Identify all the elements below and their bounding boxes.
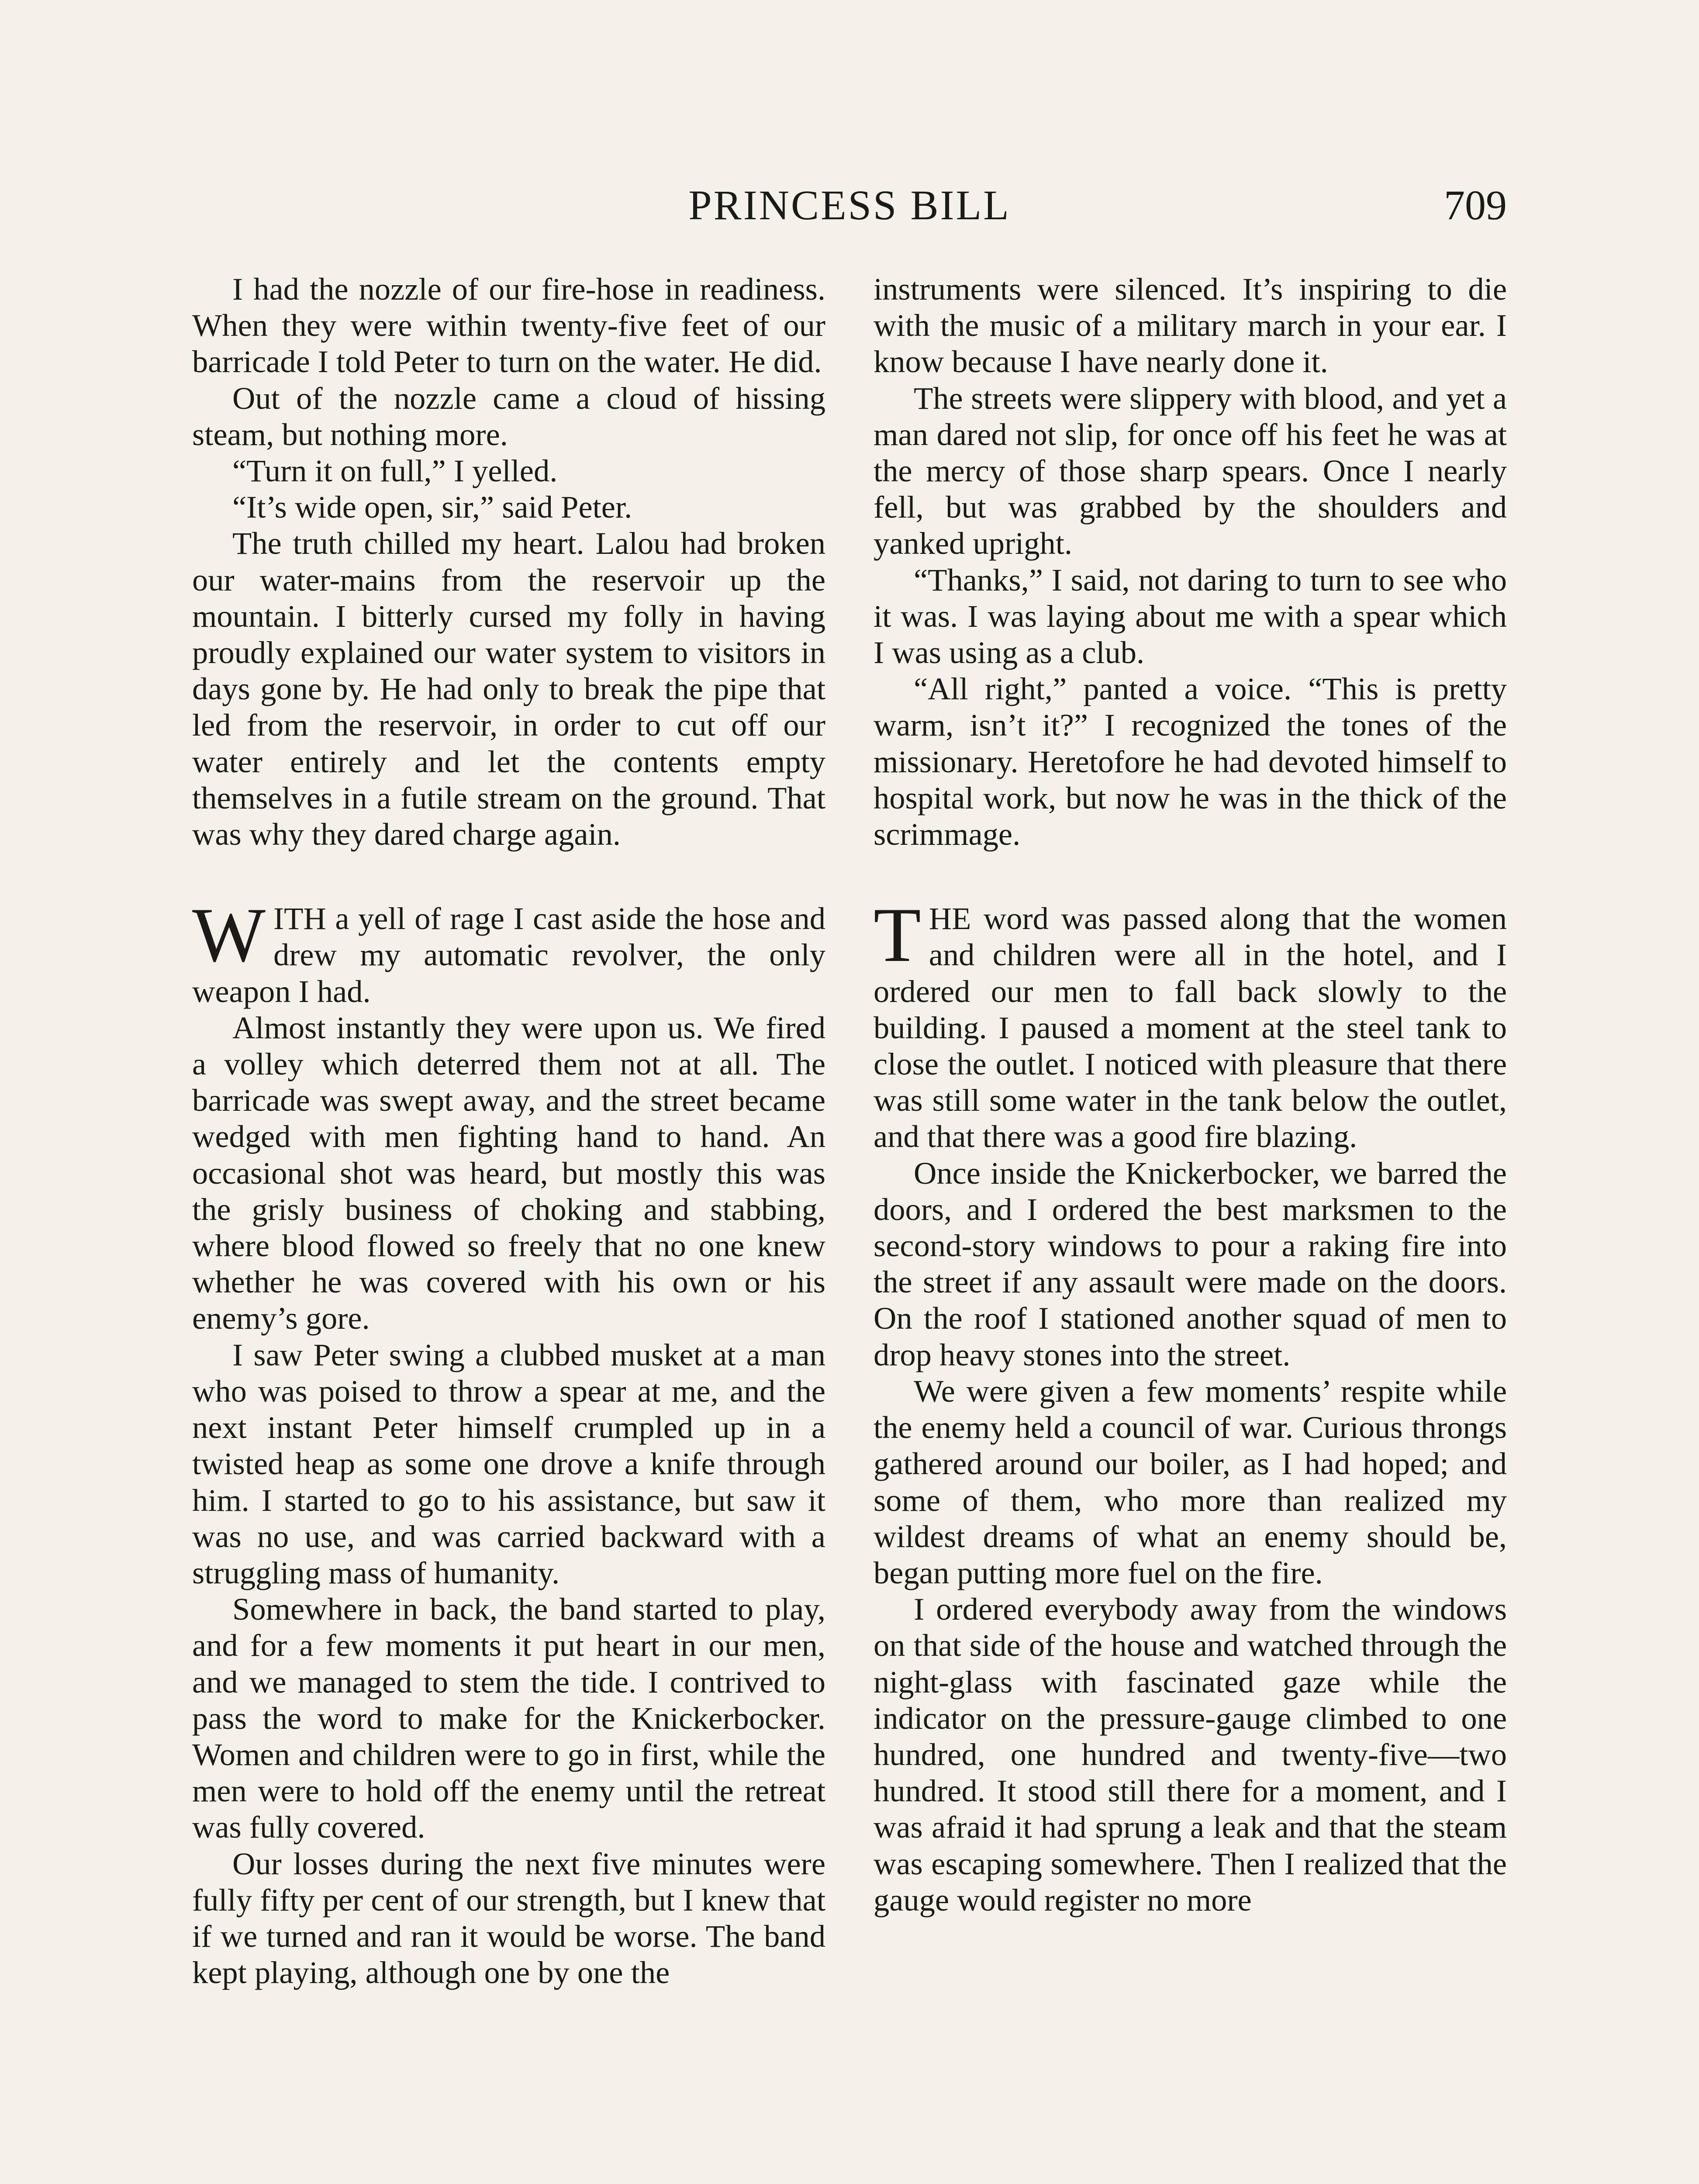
paragraph: “It’s wide open, sir,” said Peter. [232, 489, 632, 525]
drop-cap-initial: W [192, 892, 266, 978]
left-column [192, 271, 825, 1990]
section-opening-paragraph [192, 892, 825, 1009]
paragraph-text: HE word was passed along that the women and children were all in the hotel, and I ordered our men to fall back slowly to the building. I paused a moment at the steel tank to close the outlet. I noticed with pleasure that there was still some water in the tank below the outlet, and that there was a good fire blazing. [874, 901, 1507, 1154]
drop-cap-initial: T [874, 892, 921, 978]
paragraph: Once inside the Knickerbocker, we barred the doors, and I ordered the best marksmen to the second-story windows to pour a raking fire into the street if any assault were made on the doors. On the roof I stationed another squad of men to drop heavy stones into the street. [874, 1155, 1507, 1372]
paragraph: I ordered everybody away from the windows on that side of the house and watched through the night-glass with fascinated gaze while the indicator on the pressure-gauge climbed to one hundred, one hundred and twenty-five—two hundred. It stood still there for a moment, and I was afraid it had sprung a leak and that the steam was escaping somewhere. Then I realized that the gauge would register no more [874, 1591, 1507, 1918]
paragraph: Almost instantly they were upon us. We fired a volley which deterred them not at all. The barricade was swept away, and the street became wedged with men fighting hand to hand. An occasional shot was heard, but mostly this was the grisly business of choking and stabbing, where blood flowed so freely that no one knew whether he was covered with his own or his enemy’s gore. [192, 1009, 825, 1336]
page-header [192, 177, 1507, 234]
paragraph: Somewhere in back, the band started to play, and for a few moments it put heart in our men, and we managed to stem the tide. I contrived to pass the word to make for the Knickerbocker. Women and children were to go in first, while the men were to hold off the enemy until the retreat was fully covered. [192, 1591, 825, 1845]
right-column [874, 271, 1507, 1918]
paragraph: I saw Peter swing a clubbed musket at a man who was poised to throw a spear at me, and the next instant Peter himself crumpled up in a twisted heap as some one drove a knife through him. I started to go to his assistance, but saw it was no use, and was carried backward with a struggling mass of humanity. [192, 1337, 825, 1590]
paragraph: I had the nozzle of our fire-hose in readiness. When they were within twenty-five feet of our barricade I told Peter to turn on the water. He did. [192, 271, 825, 380]
paragraph: Our losses during the next five minutes were fully fifty per cent of our strength, but I knew that if we turned and ran it would be worse. The band kept playing, although one by one the [192, 1845, 825, 1990]
paragraph: We were given a few moments’ respite while the enemy held a council of war. Curious throngs gathered around our boiler, as I had hoped; and some of them, who more than realized my wildest dreams of what an enemy should be, began putting more fuel on the fire. [874, 1373, 1507, 1590]
running-title: PRINCESS BILL [688, 182, 1011, 228]
paragraph: Out of the nozzle came a cloud of hissing steam, but nothing more. [192, 380, 825, 452]
paragraph: The truth chilled my heart. Lalou had broken our water-mains from the reservoir up the mountain. I bitterly cursed my folly in having proudly explained our water system to visitors in days gone by. He had only to break the pipe that led from the reservoir, in order to cut off our water entirely and let the contents empty themselves in a futile stream on the ground. That was why they dared charge again. [192, 525, 825, 852]
continued-paragraph: instruments were silenced. It’s inspiring to die with the music of a military march in your ear. I know because I have nearly done it. [874, 271, 1507, 380]
section-opening-paragraph [874, 892, 1507, 1154]
paragraph: “Thanks,” I said, not daring to turn to see who it was. I was laying about me with a spear which I was using as a club. [874, 562, 1507, 670]
page-number: 709 [1444, 182, 1507, 228]
paragraph: “All right,” panted a voice. “This is pretty warm, isn’t it?” I recognized the tones of the missionary. Heretofore he had devoted himself to hospital work, but now he was in the thick of the scrimmage. [874, 671, 1507, 852]
paragraph: “Turn it on full,” I yelled. [232, 453, 558, 489]
paragraph-text: ITH a yell of rage I cast aside the hose and drew my automatic revolver, the only weapon I had. [192, 901, 825, 1009]
paragraph: The streets were slippery with blood, and yet a man dared not slip, for once off his feet he was at the mercy of those sharp spears. Once I nearly fell, but was grabbed by the shoulders and yanked upright. [874, 380, 1507, 561]
